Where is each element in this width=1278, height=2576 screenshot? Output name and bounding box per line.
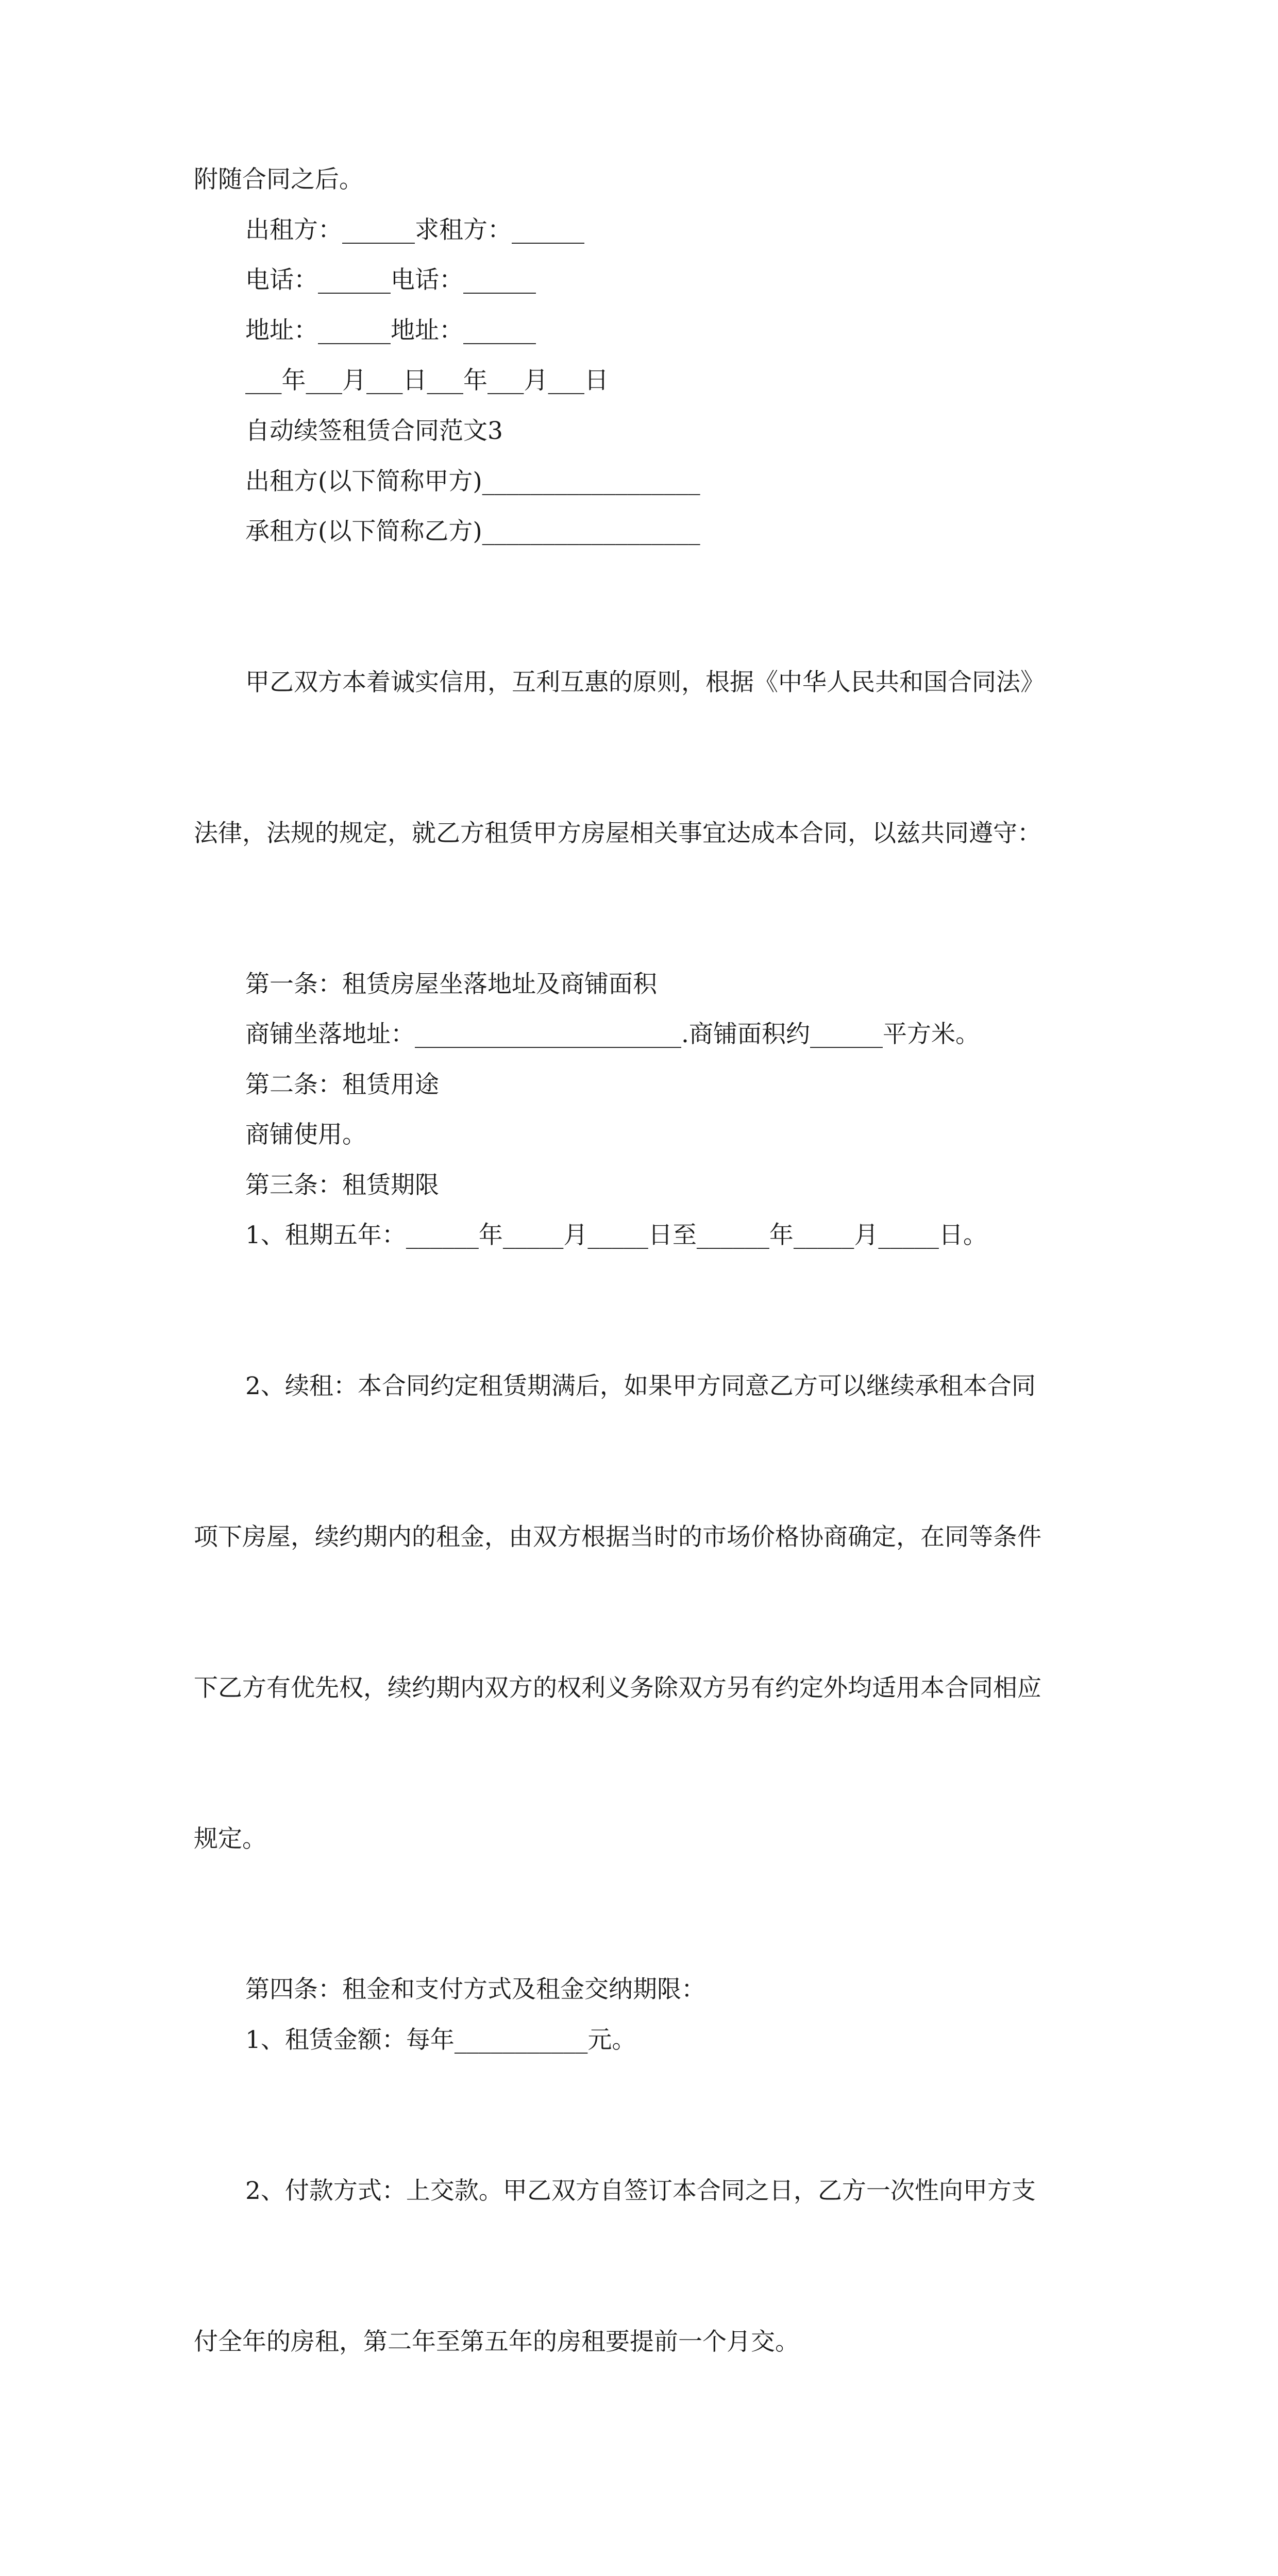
paragraph-penalty [194, 2467, 1101, 2576]
article-title: 第二条：租赁用途 [194, 1060, 1101, 1110]
article-title: 第三条：租赁期限 [194, 1160, 1101, 1211]
text-line: 电话：______电话：______ [194, 255, 1101, 306]
text-line: 下乙方有优先权，续约期内双方的权利义务除双方另有约定外均适用本合同相应 [194, 1663, 1101, 1714]
article-title: 第一条：租赁房屋坐落地址及商铺面积 [194, 959, 1101, 1010]
text-line: 2、续租：本合同约定租赁期满后，如果甲方同意乙方可以继续承租本合同 [194, 1361, 1101, 1412]
text-line: 承租方(以下简称乙方)__________________ [194, 506, 1101, 557]
text-line: 地址：______地址：______ [194, 306, 1101, 356]
paragraph-intro [194, 557, 1101, 959]
document-body [194, 155, 1101, 2576]
paragraph-renewal [194, 1261, 1101, 1964]
text-line: 商铺坐落地址：______________________.商铺面积约______平方米。 [194, 1009, 1101, 1060]
text-line: 付全年的房租，第二年至第五年的房租要提前一个月交。 [194, 2317, 1101, 2367]
article-title: 第四条：租金和支付方式及租金交纳期限： [194, 1964, 1101, 2015]
text-line: 1、租赁金额：每年___________元。 [194, 2015, 1101, 2065]
paragraph-payment [194, 2065, 1101, 2468]
text-line: 1、租期五年：______年_____月_____日至______年_____月_____日。 [194, 1210, 1101, 1261]
text-line: 出租方(以下简称甲方)__________________ [194, 456, 1101, 507]
text-line: 项下房屋，续约期内的租金，由双方根据当时的市场价格协商确定，在同等条件 [194, 1512, 1101, 1563]
text-line: 规定。 [194, 1814, 1101, 1865]
text-line: 2、付款方式：上交款。甲乙双方自签订本合同之日，乙方一次性向甲方支 [194, 2166, 1101, 2216]
section-title: 自动续签租赁合同范文3 [194, 406, 1101, 456]
text-line: 甲乙双方本着诚实信用，互利互惠的原则，根据《中华人民共和国合同法》 [194, 657, 1101, 708]
text-line: 商铺使用。 [194, 1110, 1101, 1160]
text-line: 法律，法规的规定，就乙方租赁甲方房屋相关事宜达成本合同，以兹共同遵守： [194, 808, 1101, 859]
text-line: 附随合同之后。 [194, 155, 1101, 205]
text-line: ___年___月___日___年___月___日 [194, 355, 1101, 406]
text-line: 出租方：______求租方：______ [194, 205, 1101, 256]
text-line [194, 2568, 1101, 2576]
